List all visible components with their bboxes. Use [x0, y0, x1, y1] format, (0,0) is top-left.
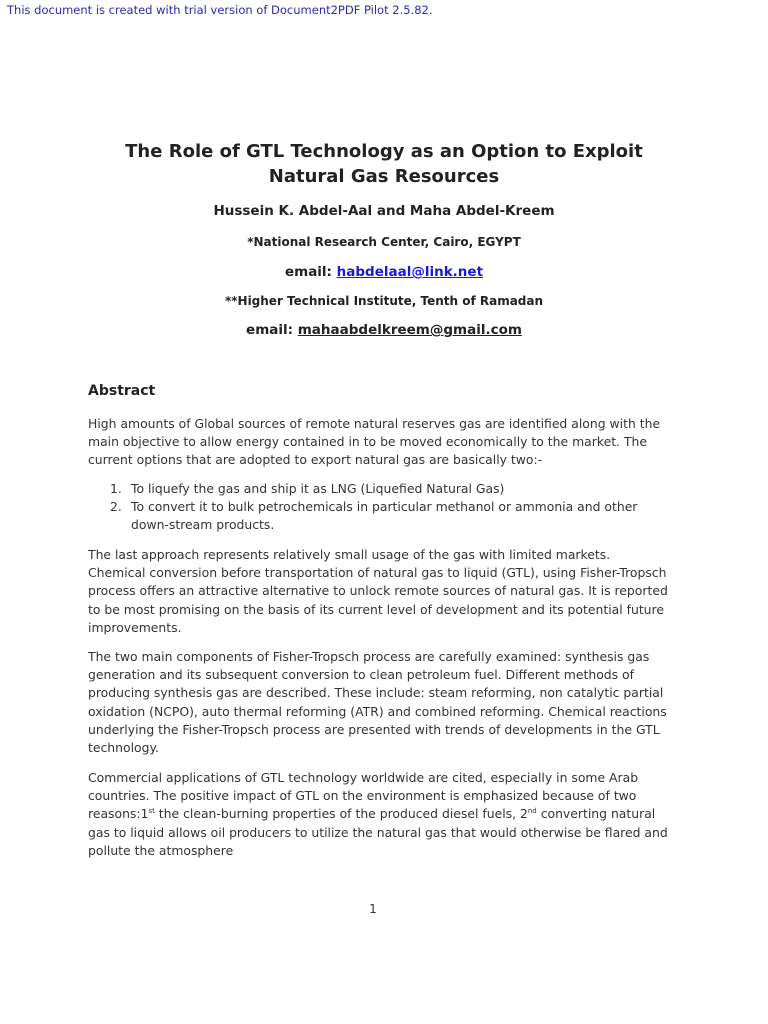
- options-list: [88, 480, 668, 535]
- authors: Hussein K. Abdel-Aal and Maha Abdel-Kreem: [213, 203, 555, 219]
- abstract-paragraph-2: The last approach represents relatively small usage of the gas with limited markets. Chemical conversion before transportation of natural gas to liquid (GTL), using Fisher-Tropsch process offers an attractive alternative to unlock remote sources of natural gas. It is reported to be most promising on the basis of its current level of development and its potential future improvements.: [88, 547, 668, 635]
- list-item: [88, 480, 668, 498]
- paper-title-line-2: Natural Gas Resources: [268, 166, 500, 187]
- abstract-paragraph-1: High amounts of Global sources of remote natural reserves gas are identified along with the main objective to allow energy contained in to be moved economically to the market. The current options that are adopted to export natural gas are basically two:-: [88, 416, 661, 468]
- list-item-text: To liquefy the gas and ship it as LNG (Liquefied Natural Gas): [131, 481, 505, 496]
- paragraph-4-text-c: converting natural gas to liquid allows oil producers to utilize the natural gas that would otherwise be flared and pollute the atmosphere: [88, 806, 668, 858]
- page-number: 1: [369, 902, 377, 916]
- ordinal-suffix-1: st: [148, 807, 155, 816]
- list-item-number: 1.: [110, 481, 122, 496]
- trial-watermark-notice: This document is created with trial version of Document2PDF Pilot 2.5.82.: [7, 3, 433, 17]
- email-label-2: email:: [246, 322, 298, 338]
- abstract-paragraph-4: [88, 769, 668, 860]
- list-item: [88, 498, 668, 534]
- email-link-2[interactable]: mahaabdelkreem@gmail.com: [297, 322, 522, 338]
- email-label-1: email:: [284, 264, 337, 280]
- abstract-paragraph-3: The two main components of Fisher-Tropsch process are carefully examined: synthesis gas generation and its subsequent conversion to clean petroleum fuel. Different methods of producing synthesis gas are described. These include: steam reforming, non catalytic partial oxidation (NCPO), auto thermal reforming (ATR) and combined reforming. Chemical reactions underlying the Fisher-Tropsch process are presented with trends of developments in the GTL technology.: [88, 649, 667, 756]
- list-item-text: To convert it to bulk petrochemicals in particular methanol or ammonia and other down-stream products.: [131, 499, 638, 533]
- email-line-1: [0, 264, 768, 280]
- affiliation-2: **Higher Technical Institute, Tenth of Ramadan: [224, 294, 544, 308]
- ordinal-suffix-2: nd: [527, 807, 537, 816]
- paragraph-4-text-a: Commercial applications of GTL technology worldwide are cited, especially in some Arab countries. The positive impact of GTL on the environment is emphasized because of two reasons:1: [88, 770, 639, 822]
- abstract-heading: Abstract: [88, 383, 156, 399]
- list-item-number: 2.: [110, 499, 122, 515]
- email-link-1[interactable]: habdelaal@link.net: [336, 264, 484, 280]
- paragraph-4-text-b: the clean-burning properties of the produced diesel fuels, 2: [154, 806, 528, 822]
- email-line-2: [0, 322, 768, 338]
- paper-title-line-1: The Role of GTL Technology as an Option to Exploit: [125, 141, 643, 162]
- affiliation-1: *National Research Center, Cairo, EGYPT: [247, 235, 521, 249]
